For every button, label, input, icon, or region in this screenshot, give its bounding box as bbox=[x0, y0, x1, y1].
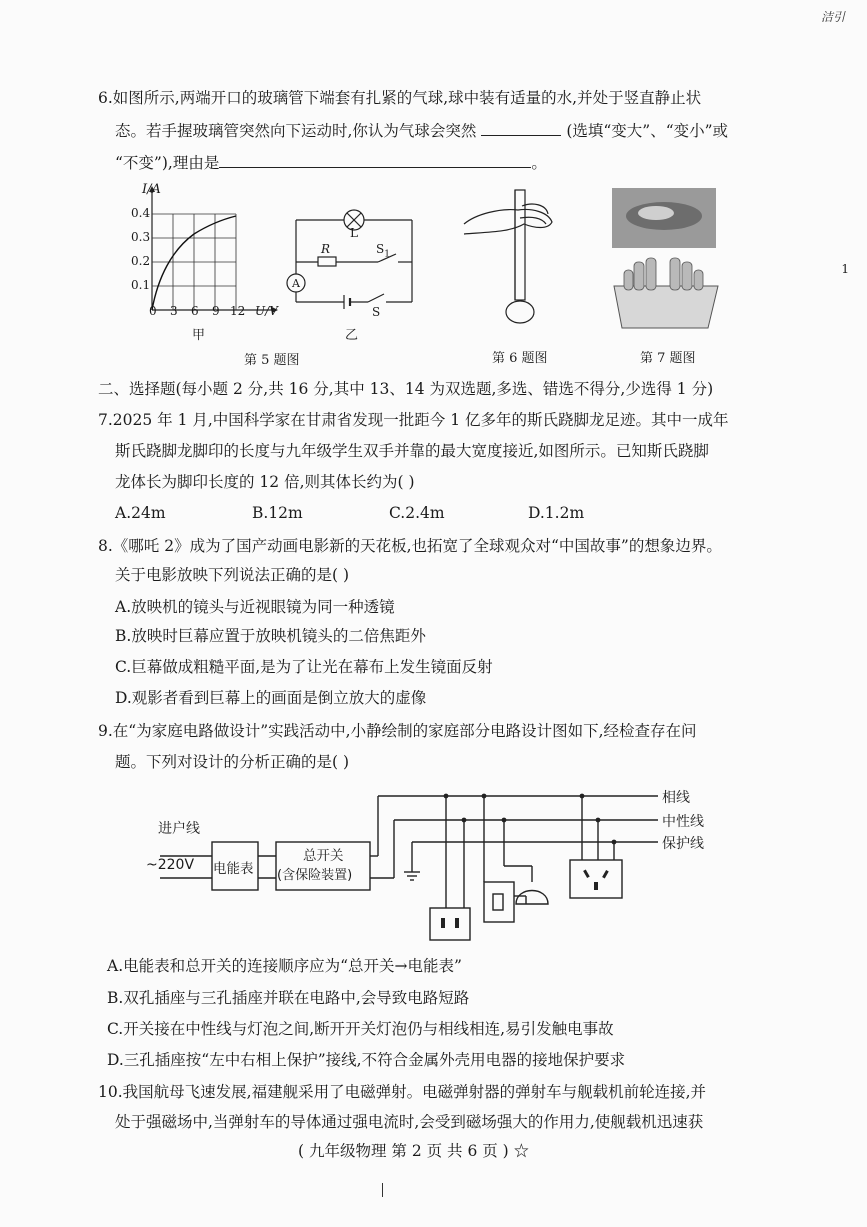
graph-xtick-6: 6 bbox=[191, 304, 199, 318]
graph-xtick-3: 3 bbox=[170, 304, 178, 318]
circuit-switch1-label bbox=[376, 242, 390, 259]
graph-ylabel: I/A bbox=[142, 182, 161, 197]
q9-option-b[interactable]: B.双孔插座与三孔插座并联在电路中,会导致电路短路 bbox=[107, 989, 470, 1007]
tube-balloon-figure bbox=[462, 188, 562, 328]
diagram-voltage-label: ~220V bbox=[146, 857, 195, 873]
circuit-resistor-label: R bbox=[321, 242, 331, 256]
graph-ytick-4: 0.1 bbox=[131, 278, 151, 292]
q9-option-c[interactable]: C.开关接在中性线与灯泡之间,断开开关灯泡仍与相线相连,易引发触电事故 bbox=[107, 1020, 614, 1038]
diagram-live-label: 相线 bbox=[662, 790, 690, 806]
graph-ytick-1: 0.4 bbox=[131, 206, 151, 220]
diagram-switch-label-1: 总开关 bbox=[303, 848, 344, 864]
circuit-switch2-label: S bbox=[372, 305, 381, 319]
corner-mark: 洁引 bbox=[820, 10, 845, 24]
graph-name: 甲 bbox=[192, 328, 206, 343]
graph-xtick-9: 9 bbox=[212, 304, 220, 318]
q9-option-d[interactable]: D.三孔插座按“左中右相上保护”接线,不符合金属外壳用电器的接地保护要求 bbox=[107, 1051, 626, 1069]
q8-line1: 8.《哪吒 2》成为了国产动画电影新的天花板,也拓宽了全球观众对“中国故事”的想象边界。 bbox=[98, 537, 722, 555]
q7-option-d[interactable]: D.1.2m bbox=[528, 504, 585, 522]
footprint-hands-figure bbox=[610, 188, 720, 338]
diagram-switch-label-2: (含保险装置) bbox=[277, 868, 353, 883]
q10-line2: 处于强磁场中,当弹射车的导体通过强电流时,会受到磁场强大的作用力,使舰载机迅速获 bbox=[115, 1113, 704, 1131]
figure7-caption: 第 7 题图 bbox=[640, 351, 696, 366]
graph-xtick-0: 0 bbox=[149, 304, 157, 318]
q8-option-a[interactable]: A.放映机的镜头与近视眼镜为同一种透镜 bbox=[115, 598, 395, 616]
q6-line2-text: 态。若手握玻璃管突然向下运动时,你认为气球会突然 bbox=[115, 122, 477, 140]
q6-line3 bbox=[115, 151, 547, 174]
page-footer: ( 九年级物理 第 2 页 共 6 页 ) ☆ bbox=[298, 1142, 530, 1160]
q9-option-a[interactable]: A.电能表和总开关的连接顺序应为“总开关→电能表” bbox=[107, 957, 462, 975]
circuit-lamp-label: L bbox=[350, 226, 358, 240]
q8-option-b[interactable]: B.放映时巨幕应置于放映机镜头的二倍焦距外 bbox=[115, 627, 426, 645]
graph-xlabel: U/V bbox=[255, 304, 278, 318]
circuit-ammeter-label: A bbox=[292, 277, 300, 290]
q6-answer-blank-2[interactable] bbox=[219, 151, 531, 168]
graph-xtick-12: 12 bbox=[230, 304, 246, 318]
diagram-incoming-label: 进户线 bbox=[158, 821, 200, 837]
q7-option-c[interactable]: C.2.4m bbox=[389, 504, 445, 522]
q7-line3: 龙体长为脚印长度的 12 倍,则其体长约为( ) bbox=[115, 473, 415, 491]
q7-option-b[interactable]: B.12m bbox=[252, 504, 303, 522]
q9-line2: 题。下列对设计的分析正确的是( ) bbox=[115, 753, 350, 771]
q10-line1: 10.我国航母飞速发展,福建舰采用了电磁弹射。电磁弹射器的弹射车与舰载机前轮连接,并 bbox=[98, 1083, 707, 1101]
q9-line1: 9.在“为家庭电路做设计”实践活动中,小静绘制的家庭部分电路设计图如下,经检查存在问 bbox=[98, 722, 697, 740]
diagram-neutral-label: 中性线 bbox=[662, 814, 704, 830]
q6-line1: 6.如图所示,两端开口的玻璃管下端套有扎紧的气球,球中装有适量的水,并处于竖直静止状 bbox=[98, 89, 702, 107]
diagram-meter-label: 电能表 bbox=[213, 861, 254, 877]
binding-mark bbox=[382, 1183, 383, 1197]
figure5-caption: 第 5 题图 bbox=[244, 353, 300, 368]
q7-option-a[interactable]: A.24m bbox=[115, 504, 166, 522]
q6-line2 bbox=[115, 119, 728, 142]
q7-line1: 7.2025 年 1 月,中国科学家在甘肃省发现一批距今 1 亿多年的斯氏跷脚龙足迹。其中一成年 bbox=[98, 411, 729, 429]
circuit-switch1-letter: S bbox=[376, 242, 385, 256]
q8-option-d[interactable]: D.观影者看到巨幕上的画面是倒立放大的虚像 bbox=[115, 689, 427, 707]
section2-heading: 二、选择题(每小题 2 分,共 16 分,其中 13、14 为双选题,多选、错选不得分,少选得 1 分) bbox=[98, 380, 714, 398]
graph-ytick-3: 0.2 bbox=[131, 254, 151, 268]
circuit-figure bbox=[282, 200, 422, 312]
q6-line2-options: (选填“变大”、“变小”或 bbox=[566, 122, 729, 140]
q6-answer-blank-1[interactable] bbox=[481, 119, 561, 136]
graph-ytick-2: 0.3 bbox=[131, 230, 151, 244]
circuit-switch1-sub: 1 bbox=[384, 249, 390, 260]
q7-line2: 斯氏跷脚龙脚印的长度与九年级学生双手并靠的最大宽度接近,如图所示。已知斯氏跷脚 bbox=[115, 442, 709, 460]
margin-mark: 1 bbox=[841, 262, 849, 276]
circuit-name: 乙 bbox=[345, 328, 359, 343]
q6-line3-end: 。 bbox=[531, 154, 547, 172]
q8-option-c[interactable]: C.巨幕做成粗糙平面,是为了让光在幕布上发生镜面反射 bbox=[115, 658, 493, 676]
figure6-caption: 第 6 题图 bbox=[492, 351, 548, 366]
q8-line2: 关于电影放映下列说法正确的是( ) bbox=[115, 566, 350, 584]
q6-line3-text: “不变”),理由是 bbox=[115, 154, 220, 172]
diagram-ground-label: 保护线 bbox=[662, 836, 704, 852]
